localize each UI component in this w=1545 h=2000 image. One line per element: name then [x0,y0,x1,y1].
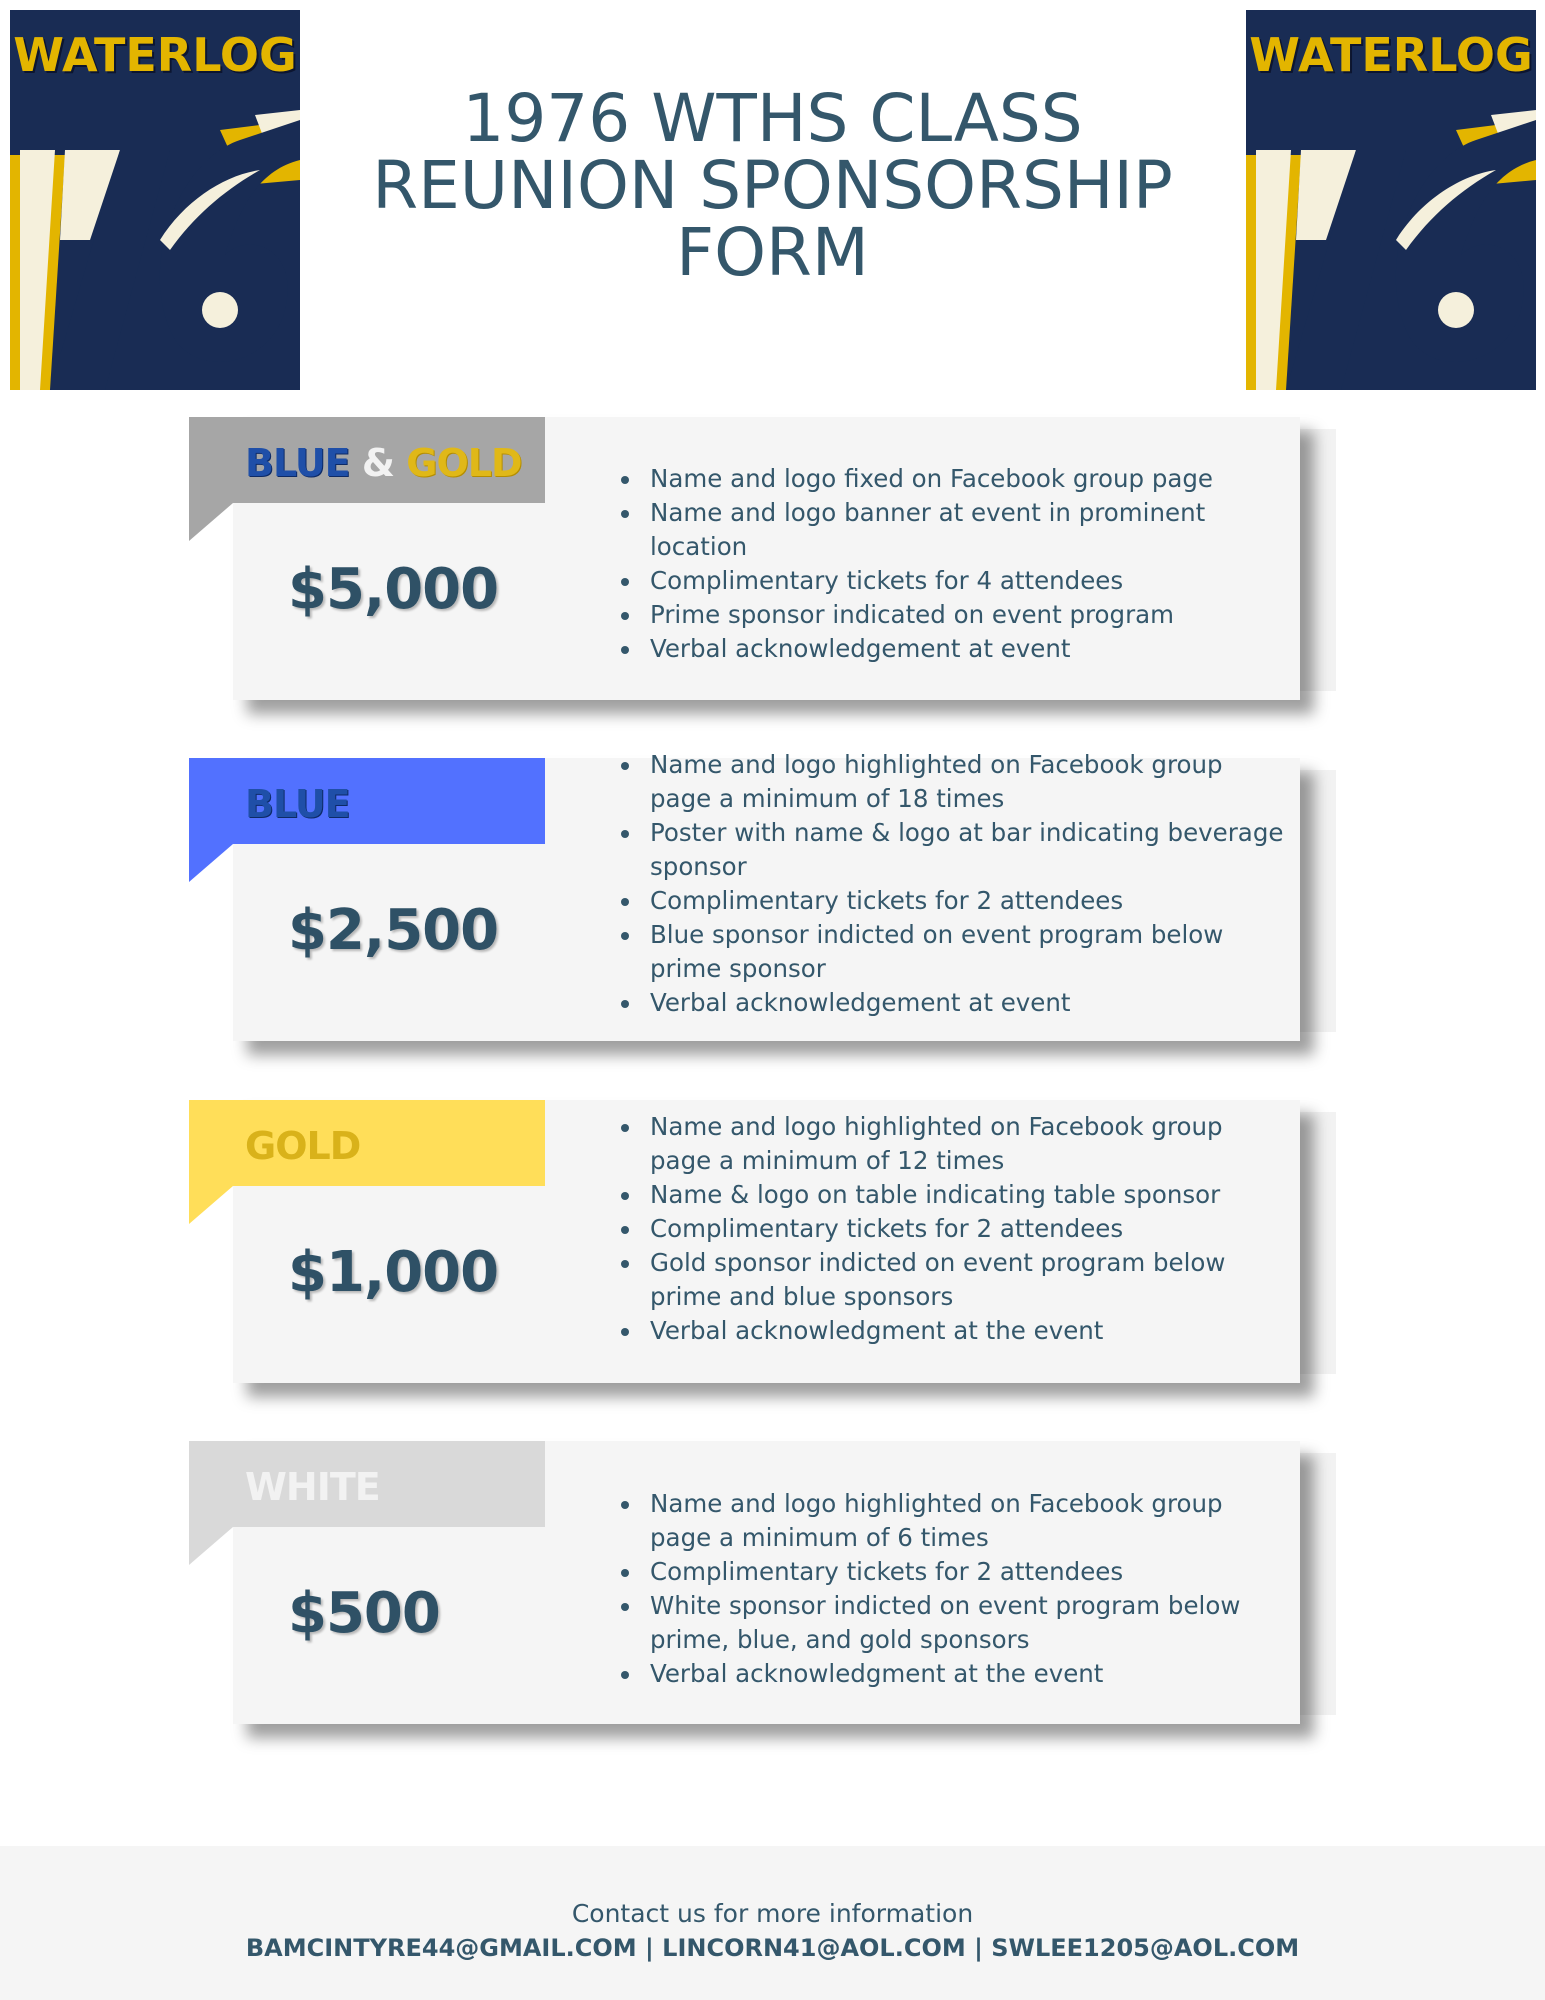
benefit-item: Complimentary tickets for 2 attendees [621,1212,1291,1246]
tier-card-blue-gold [0,417,1545,707]
logo-wordmark: WATERLOG [13,28,297,82]
waterlog-76-logo-left [10,10,300,390]
benefits-list [621,748,1291,1020]
benefit-item: Verbal acknowledgment at the event [621,1314,1291,1348]
title-line: FORM [676,214,869,291]
benefit-item: Verbal acknowledgement at event [621,632,1291,666]
benefits-list [621,1487,1291,1691]
benefits-list [621,1110,1291,1348]
benefits-list [621,462,1291,666]
benefit-item: Prime sponsor indicated on event program [621,598,1291,632]
title-line: 1976 WTHS CLASS [462,80,1083,157]
title-line: REUNION SPONSORSHIP [372,147,1173,224]
tier-ribbon [189,1100,545,1186]
contact-emails[interactable]: BAMCINTYRE44@GMAIL.COM | LINCORN41@AOL.COM | SWLEE1205@AOL.COM [245,1934,1300,1962]
benefit-item: White sponsor indicted on event program below prime, blue, and gold sponsors [621,1589,1291,1657]
benefit-item: Name and logo fixed on Facebook group page [621,462,1291,496]
tier-name: GOLD [245,1124,361,1168]
tier-card-white [0,1441,1545,1731]
tier-name: WHITE [245,1465,380,1509]
tier-price: $5,000 [288,557,499,622]
tier-price: $500 [288,1581,440,1646]
page-title [330,80,1215,291]
tier-price: $1,000 [288,1240,499,1305]
benefit-item: Verbal acknowledgment at the event [621,1657,1291,1691]
contact-footer [0,1846,1545,2000]
tier-price: $2,500 [288,898,499,963]
benefit-item: Poster with name & logo at bar indicating beverage sponsor [621,816,1291,884]
benefit-item: Blue sponsor indicted on event program below prime sponsor [621,918,1291,986]
benefit-item: Name and logo highlighted on Facebook group page a minimum of 18 times [621,748,1291,816]
benefit-item: Name and logo highlighted on Facebook group page a minimum of 12 times [621,1110,1291,1178]
benefit-item: Verbal acknowledgement at event [621,986,1291,1020]
logo-wordmark: WATERLOG [1249,28,1533,82]
tier-ribbon [189,758,545,844]
waterlog-76-logo-right [1246,10,1536,390]
benefit-item: Gold sponsor indicted on event program below prime and blue sponsors [621,1246,1291,1314]
tier-card-blue [0,750,1545,1048]
tier-name: BLUE [245,782,350,826]
contact-prompt: Contact us for more information [571,1899,974,1928]
benefit-item: Name and logo banner at event in prominent location [621,496,1291,564]
benefit-item: Name and logo highlighted on Facebook group page a minimum of 6 times [621,1487,1291,1555]
benefit-item: Complimentary tickets for 2 attendees [621,884,1291,918]
benefit-item: Complimentary tickets for 2 attendees [621,1555,1291,1589]
tier-name: BLUE & GOLD [245,441,522,485]
benefit-item: Complimentary tickets for 4 attendees [621,564,1291,598]
tier-card-gold [0,1100,1545,1390]
benefit-item: Name & logo on table indicating table sponsor [621,1178,1291,1212]
